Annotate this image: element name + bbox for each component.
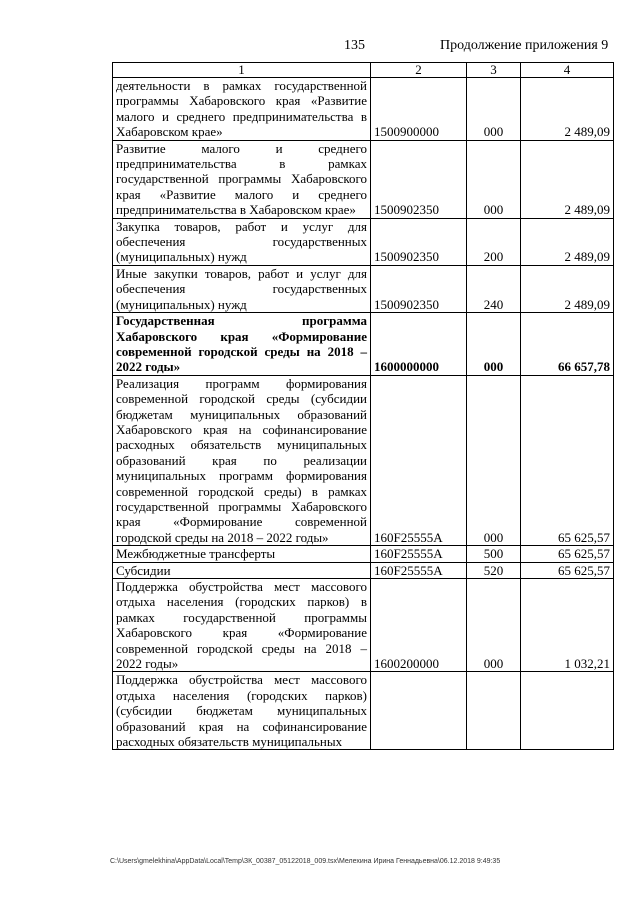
table-header-row [113, 63, 614, 78]
table-row [113, 218, 614, 265]
row-type-cell: 520 [467, 562, 521, 578]
row-code-cell: 1500900000 [371, 78, 467, 141]
table-row [113, 375, 614, 545]
table-row [113, 579, 614, 672]
table-body [113, 78, 614, 750]
row-type-cell: 240 [467, 265, 521, 312]
row-code-cell: 160F25555A [371, 562, 467, 578]
column-header-2: 2 [371, 63, 467, 78]
row-type-cell: 000 [467, 140, 521, 218]
row-name-cell: Развитие малого и среднего предпринимательства в рамках государственной программы Хабаровского края «Развитие малого и среднего предпринимательства в Хабаровском крае» [113, 140, 371, 218]
row-name-cell: Государственная программа Хабаровского края «Формирование современной городской среды на 2018 – 2022 годы» [113, 313, 371, 376]
table-row [113, 562, 614, 578]
page-number: 135 [344, 38, 365, 53]
row-type-cell: 000 [467, 579, 521, 672]
row-name-cell: Закупка товаров, работ и услуг для обеспечения государственных (муниципальных) нужд [113, 218, 371, 265]
row-amount-cell [521, 672, 614, 750]
row-code-cell: 1500902350 [371, 140, 467, 218]
row-type-cell: 000 [467, 313, 521, 376]
column-header-1: 1 [113, 63, 371, 78]
row-name-cell: Иные закупки товаров, работ и услуг для обеспечения государственных (муниципальных) нужд [113, 265, 371, 312]
row-amount-cell: 2 489,09 [521, 78, 614, 141]
column-header-3: 3 [467, 63, 521, 78]
row-name-cell: деятельности в рамках государственной программы Хабаровского края «Развитие малого и среднего предпринимательства в Хабаровском крае» [113, 78, 371, 141]
row-amount-cell: 65 625,57 [521, 562, 614, 578]
row-code-cell: 1500902350 [371, 265, 467, 312]
table-row [113, 313, 614, 376]
table-row [113, 672, 614, 750]
row-name-cell: Реализация программ формирования современной городской среды (субсидии бюджетам муниципальных образований Хабаровского края на софинансирование расходных обязательств муниципальных образований края по реализации муниципальных программ формирования современной городской среды) в рамках государственной программы Хабаровского края «Формирование современной городской среды на 2018 – 2022 годы» [113, 375, 371, 545]
row-code-cell: 1500902350 [371, 218, 467, 265]
row-name-cell: Поддержка обустройства мест массового отдыха населения (городских парков) (субсидии бюджетам муниципальных образований края на софинансирование расходных обязательств муниципальных [113, 672, 371, 750]
row-name-cell: Субсидии [113, 562, 371, 578]
row-name-cell: Межбюджетные трансферты [113, 546, 371, 562]
table-row [113, 546, 614, 562]
row-name-cell: Поддержка обустройства мест массового отдыха населения (городских парков) в рамках государственной программы Хабаровского края «Формирование современной городской среды на 2018 – 2022 годы» [113, 579, 371, 672]
column-header-4: 4 [521, 63, 614, 78]
table-row [113, 78, 614, 141]
row-code-cell [371, 672, 467, 750]
row-amount-cell: 2 489,09 [521, 218, 614, 265]
row-code-cell: 1600000000 [371, 313, 467, 376]
continuation-label: Продолжение приложения 9 [440, 38, 609, 53]
row-type-cell: 200 [467, 218, 521, 265]
row-amount-cell: 66 657,78 [521, 313, 614, 376]
row-amount-cell: 65 625,57 [521, 546, 614, 562]
row-amount-cell: 65 625,57 [521, 375, 614, 545]
row-code-cell: 160F25555A [371, 375, 467, 545]
file-path-footer: C:\Users\gmelekhina\AppData\Local\Temp\ЗК_00387_05122018_009.tsx\Мелехина Ирина Геннадьевна\06.12.2018 9:49:35 [110, 858, 501, 865]
budget-table [112, 62, 614, 750]
row-amount-cell: 2 489,09 [521, 140, 614, 218]
table-row [113, 265, 614, 312]
row-type-cell [467, 672, 521, 750]
row-type-cell: 000 [467, 375, 521, 545]
row-type-cell: 500 [467, 546, 521, 562]
table-row [113, 140, 614, 218]
row-amount-cell: 2 489,09 [521, 265, 614, 312]
row-code-cell: 160F25555A [371, 546, 467, 562]
row-code-cell: 1600200000 [371, 579, 467, 672]
row-type-cell: 000 [467, 78, 521, 141]
row-amount-cell: 1 032,21 [521, 579, 614, 672]
